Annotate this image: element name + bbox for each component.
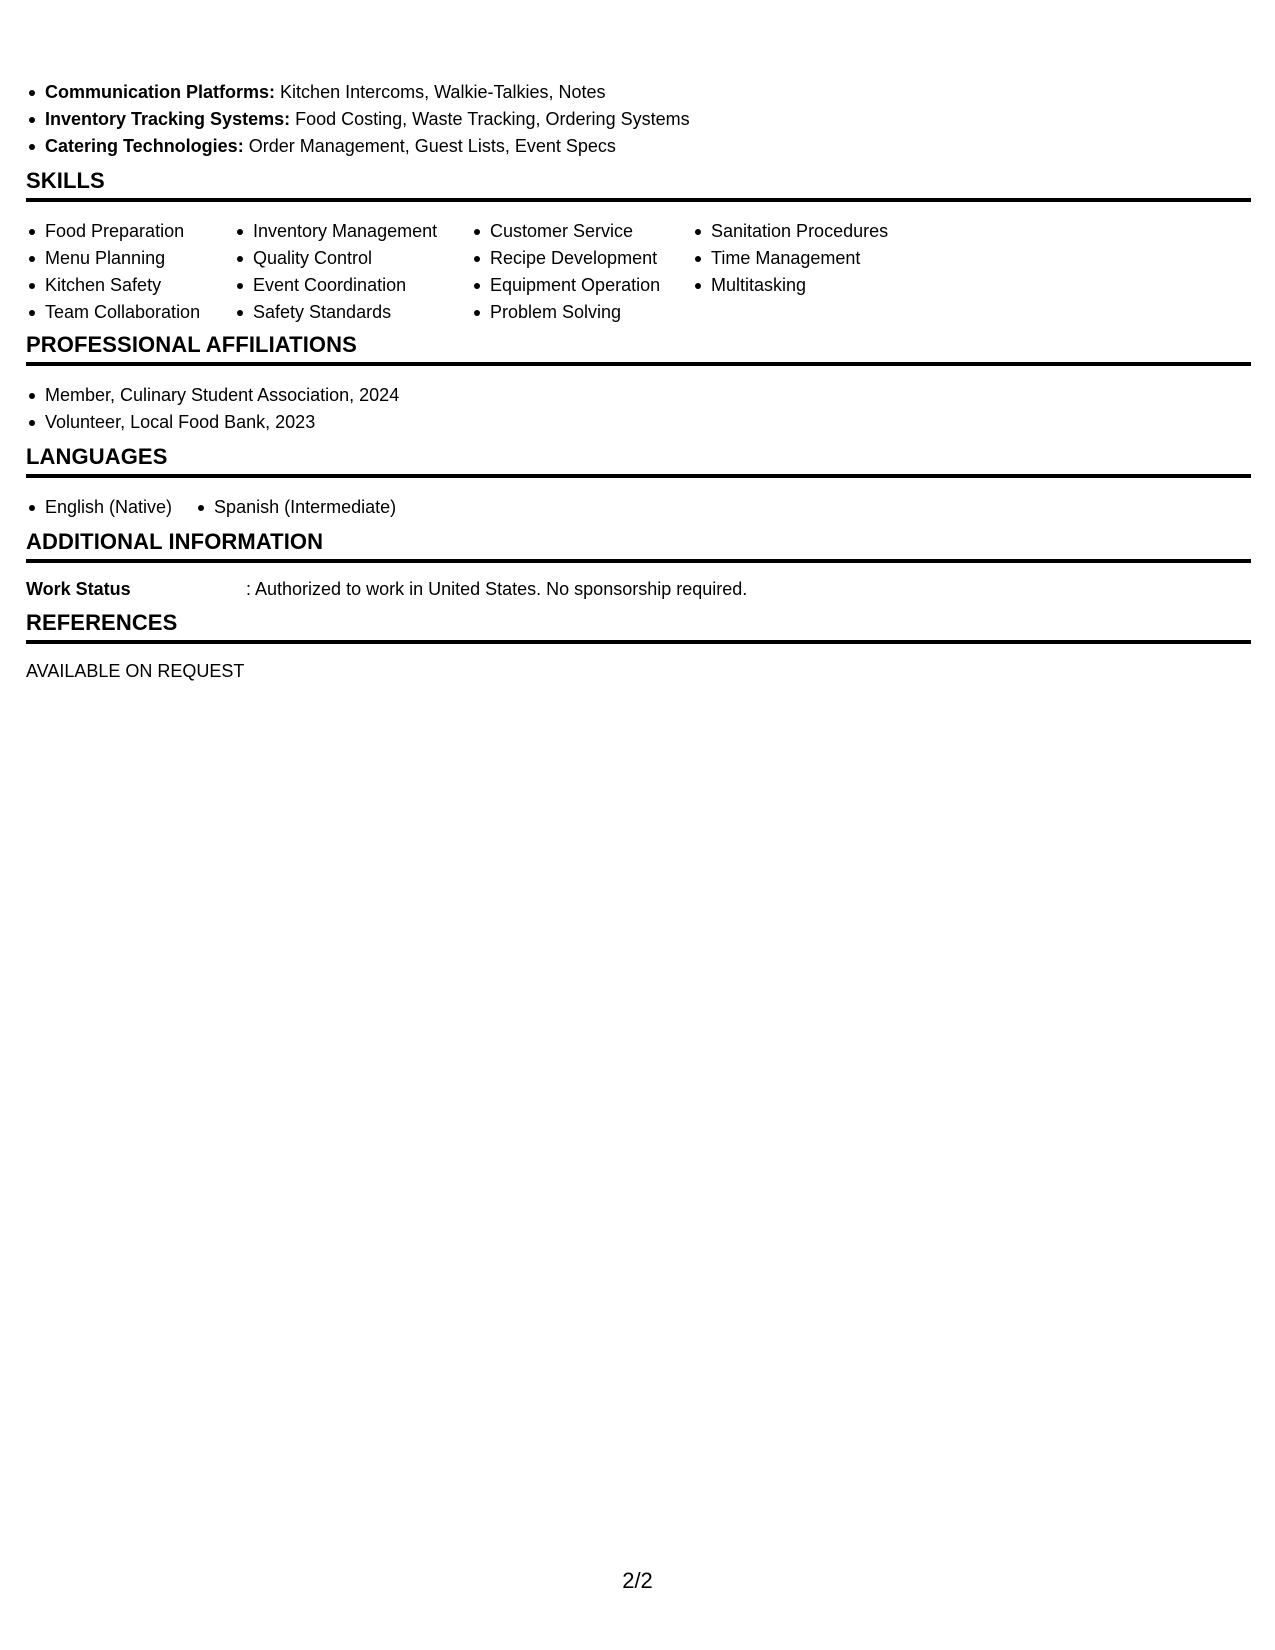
list-item: Event Coordination — [234, 272, 451, 299]
list-item — [26, 106, 690, 133]
section-title-additional-information: ADDITIONAL INFORMATION — [26, 529, 324, 554]
list-item: Volunteer, Local Food Bank, 2023 — [26, 409, 399, 436]
references-text: AVAILABLE ON REQUEST — [26, 661, 245, 681]
list-item: Customer Service — [471, 218, 672, 245]
section-title-affiliations: PROFESSIONAL AFFILIATIONS — [26, 332, 357, 357]
list-item: Menu Planning — [26, 245, 214, 272]
skill-category-term: Catering Technologies: — [45, 136, 244, 156]
list-item: Kitchen Safety — [26, 272, 214, 299]
skill-category-detail: Food Costing, Waste Tracking, Ordering Systems — [295, 109, 690, 129]
list-item: Problem Solving — [471, 299, 672, 326]
skills-column — [471, 218, 672, 326]
list-item: Recipe Development — [471, 245, 672, 272]
list-item — [26, 79, 690, 106]
section-title-references: REFERENCES — [26, 610, 178, 635]
list-item: Team Collaboration — [26, 299, 214, 326]
list-item: Safety Standards — [234, 299, 451, 326]
work-status-label: Work Status — [26, 579, 131, 599]
list-item: Quality Control — [234, 245, 451, 272]
skills-column — [692, 218, 912, 326]
skill-category-term: Communication Platforms: — [45, 82, 276, 102]
section-title-languages: LANGUAGES — [26, 444, 168, 469]
section-title-skills: SKILLS — [26, 168, 105, 193]
skills-column — [234, 218, 451, 326]
affiliations-list — [26, 382, 399, 436]
section-divider — [26, 198, 1251, 202]
list-item: Spanish (Intermediate) — [195, 494, 396, 521]
list-item: English (Native) — [26, 494, 172, 521]
skills-column — [26, 218, 214, 326]
section-divider — [26, 640, 1251, 644]
page-number: 2/2 — [622, 1568, 653, 1593]
list-item — [26, 133, 690, 160]
list-item: Sanitation Procedures — [692, 218, 912, 245]
list-item: Member, Culinary Student Association, 2024 — [26, 382, 399, 409]
languages-list — [26, 494, 419, 521]
list-item: Equipment Operation — [471, 272, 672, 299]
list-item: Food Preparation — [26, 218, 214, 245]
skills-grid — [26, 218, 932, 326]
skill-category-term: Inventory Tracking Systems: — [45, 109, 291, 129]
section-divider — [26, 474, 1251, 478]
skill-category-detail: Kitchen Intercoms, Walkie-Talkies, Notes — [280, 82, 606, 102]
section-divider — [26, 362, 1251, 366]
technical-skills-list — [26, 79, 690, 160]
list-item: Multitasking — [692, 272, 912, 299]
list-item: Time Management — [692, 245, 912, 272]
work-status-value: : Authorized to work in United States. No sponsorship required. — [246, 579, 748, 599]
skill-category-detail: Order Management, Guest Lists, Event Specs — [248, 136, 616, 156]
list-item: Inventory Management — [234, 218, 451, 245]
section-divider — [26, 559, 1251, 563]
